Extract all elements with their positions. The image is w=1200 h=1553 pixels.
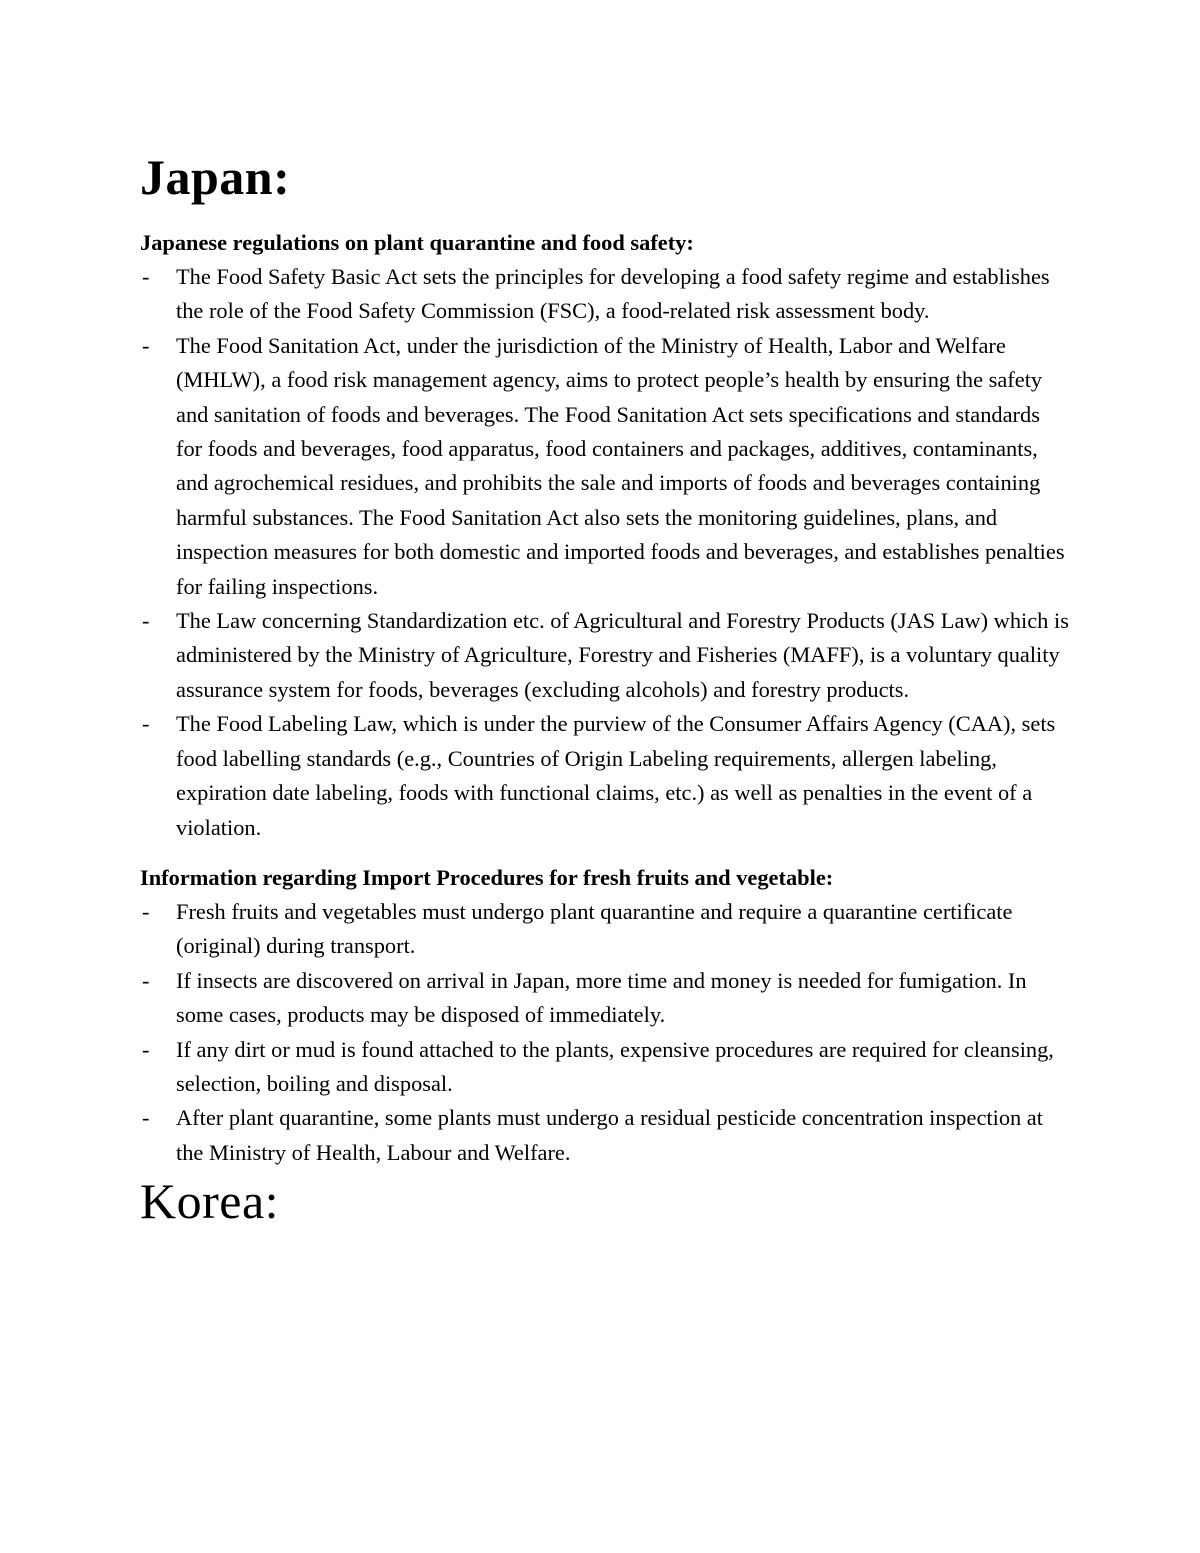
list-dash: - [142, 608, 150, 634]
list-dash: - [142, 967, 150, 993]
list-item [140, 604, 1070, 707]
list-item-text: After plant quarantine, some plants must undergo a residual pesticide concentration inspection at the Ministry of Health, Labour and Welfare. [176, 1105, 1043, 1165]
document-page [140, 146, 1070, 1232]
list-dash: - [142, 1036, 150, 1062]
korea-title: Korea: [140, 1173, 280, 1230]
list-item-text: Fresh fruits and vegetables must undergo plant quarantine and require a quarantine certificate (original) during transport. [176, 898, 1013, 959]
list-item [140, 707, 1070, 845]
list-dash: - [142, 332, 150, 358]
list-dash: - [142, 711, 150, 737]
list-item-text: The Food Safety Basic Act sets the principles for developing a food safety regime and establishes the role of the Food Safety Commission (FSC), a food-related risk assessment body. [176, 264, 1050, 324]
import-procedures-list [140, 895, 1070, 1170]
list-item-text: If any dirt or mud is found attached to the plants, expensive procedures are required for cleansing, selection, boiling and disposal. [176, 1036, 1054, 1096]
list-item [140, 329, 1070, 604]
list-dash: - [142, 1105, 150, 1131]
list-item [140, 895, 1070, 964]
list-dash: - [142, 898, 150, 924]
japan-title: Japan: [140, 149, 291, 205]
list-item [140, 964, 1070, 1033]
list-item-text: The Law concerning Standardization etc. of Agricultural and Forestry Products (JAS Law) which is administered by the Ministry of Agriculture, Forestry and Fisheries (MAFF), is a voluntary quality assurance system for foods, beverages (excluding alcohols) and forestry products. [176, 608, 1069, 702]
list-item [140, 1033, 1070, 1102]
list-item-text: The Food Sanitation Act, under the jurisdiction of the Ministry of Health, Labor and Welfare (MHLW), a food risk management agency, aims to protect people’s health by ensuring the safety and sanitation of foods and beverages. The Food Sanitation Act sets specifications and standards for foods and beverages, food apparatus, food containers and packages, additives, contaminants, and agrochemical residues, and prohibits the sale and imports of foods and beverages containing harmful substances. The Food Sanitation Act also sets the monitoring guidelines, plans, and inspection measures for both domestic and imported foods and beverages, and establishes penalties for failing inspections. [176, 332, 1065, 599]
list-item [140, 260, 1070, 329]
regulations-list [140, 260, 1070, 845]
list-dash: - [142, 264, 150, 289]
list-item-text: If insects are discovered on arrival in Japan, more time and money is needed for fumigation. In some cases, products may be disposed of immediately. [176, 967, 1027, 1028]
list-item-text: The Food Labeling Law, which is under the purview of the Consumer Affairs Agency (CAA), sets food labelling standards (e.g., Countries of Origin Labeling requirements, allergen labeling, expiration date labeling, foods with functional claims, etc.) as well as penalties in the event of a violation. [176, 711, 1056, 840]
list-item [140, 1101, 1070, 1170]
section-heading-regulations: Japanese regulations on plant quarantine and food safety: [140, 230, 694, 255]
section-heading-import-procedures: Information regarding Import Procedures for fresh fruits and vegetable: [140, 864, 834, 890]
